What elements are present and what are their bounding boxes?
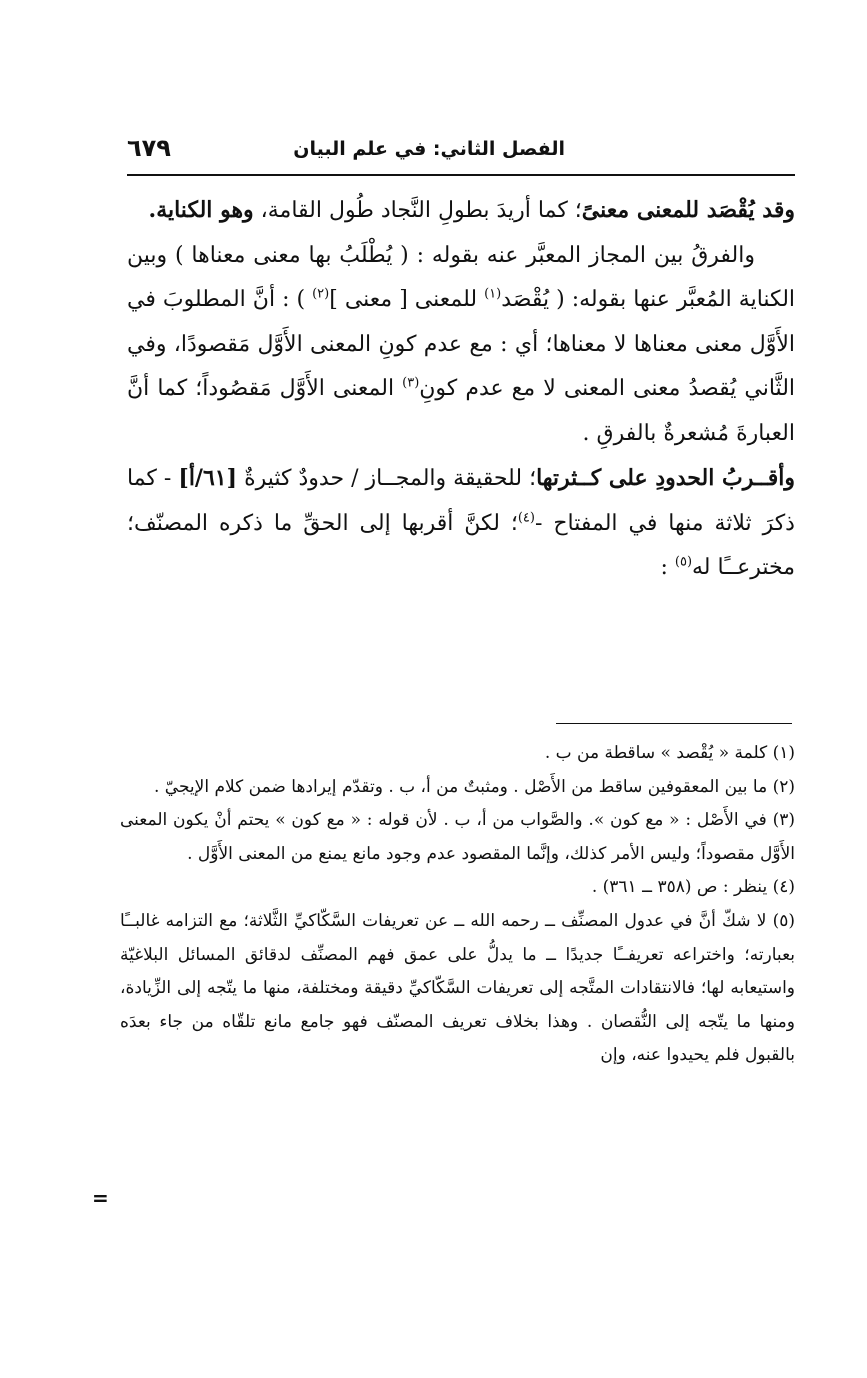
footnote-separator — [556, 723, 792, 724]
text-run: المعنى الأَوَّل مَقصُوداً؛ كما أنَّ العبارةَ مُشعرةٌ بالفرقِ . — [127, 376, 795, 446]
text-run: للمعنى [ معنى ] — [329, 287, 485, 312]
paragraph-2 — [127, 234, 795, 457]
footnote-2: (٢) ما بين المعقوفين ساقط من الأَصْل . ومثبتٌ من أ، ب . وتقدّم إيرادها ضمن كلام الإيجيّ . — [153, 776, 795, 797]
text-run: ؛ لكنَّ أقربها إلى الحقِّ ما ذكره المصنّف؛ مخترعــًا له — [127, 510, 795, 580]
running-title: الفصل الثاني: في علم البيان — [293, 138, 565, 160]
bold-phrase: وأقــربُ الحدودِ على كــثرتها — [536, 465, 796, 491]
paragraph-3 — [127, 456, 795, 591]
page-number: ٦٧٩ — [127, 134, 171, 162]
text-run: : — [660, 555, 675, 580]
page-header — [127, 132, 795, 172]
text-run: ؛ للحقيقة والمجــاز / حدودٌ كثيرةٌ — [237, 466, 537, 491]
footnote-ref: (١) — [484, 286, 502, 302]
text-run: - كما ذكرَ ثلاثة منها في المفتاح - — [127, 466, 795, 536]
footnote-4: (٤) ينظر : ص (٣٥٨ ــ ٣٦١) . — [591, 877, 795, 898]
bold-phrase: وهو الكناية. — [148, 197, 254, 223]
bold-phrase: وقد يُقْصَد للمعنى معنىً — [581, 197, 795, 223]
footnote-ref: (٣) — [402, 375, 420, 391]
footnote-ref: (٥) — [674, 554, 693, 570]
footnote-3: (٣) في الأَصْل : « مع كون ». والصَّواب من أ، ب . لأن قوله : « مع كون » يحتم أنْ يكون المعنى الأَوَّل مقصوداً؛ وليس الأمر كذلك، وإنَّما المقصود عدم وجود مانع يمنع من المعنى الأَوَّل . — [120, 810, 795, 864]
footnote-1: (١) كلمة « يُقْصد » ساقطة من ب . — [544, 743, 795, 763]
header-rule — [127, 174, 795, 176]
text-run: ؛ كما أريدَ بطولِ النَّجاد طُول القامة، — [253, 198, 582, 223]
footnote-5: (٥) لا شكّ أنَّ في عدول المصنِّف ــ رحمه الله ــ عن تعريفات السَّكّاكيِّ الثَّلاثة؛ مع التزامه غالبــًا بعبارته؛ واختراعه تعريفــًا جديدًا ــ ما يدلُّ على عمق فهم المصنِّف لدقائق المسائل البلاغيّة واستيعابه لها؛ فالانتقادات المتَّجه إلى تعريفات السَّكّاكيِّ دقيقة ومختلفة، منها ما يتّجه إلى الزِّيادة، ومنها ما يتّجه إلى النُّقصان . وهذا بخلاف تعريف المصنّف فهو جامع مانع تلقّاه من جاء بعدَه بالقبول فلم يحيدوا عنه، وإن — [120, 910, 795, 1066]
footnotes — [120, 737, 795, 1073]
main-text — [127, 188, 795, 591]
footnote-ref: (٤) — [517, 510, 535, 526]
text-run: والفرقُ بين المجاز المعبَّر عنه بقوله : ( يُطْلَبُ بها معنى معناها ) وبين الكناية المُعبَّر عنها بقوله: ( يُقْصَد — [127, 242, 796, 312]
continuation-mark: = — [92, 1186, 109, 1210]
footnote-ref: (٢) — [312, 286, 330, 302]
folio-marker: [٦١/أ] — [178, 465, 238, 491]
text-run: ) : أنَّ المطلوبَ في الأَوَّل معنى معناها لا معناها؛ أي : مع عدم كونِ المعنى الأَوَّل مَقصودًا، وفي الثَّاني يُقصدُ معنى المعنى لا مع عدم كونِ — [127, 287, 796, 401]
paragraph-1 — [127, 188, 795, 234]
